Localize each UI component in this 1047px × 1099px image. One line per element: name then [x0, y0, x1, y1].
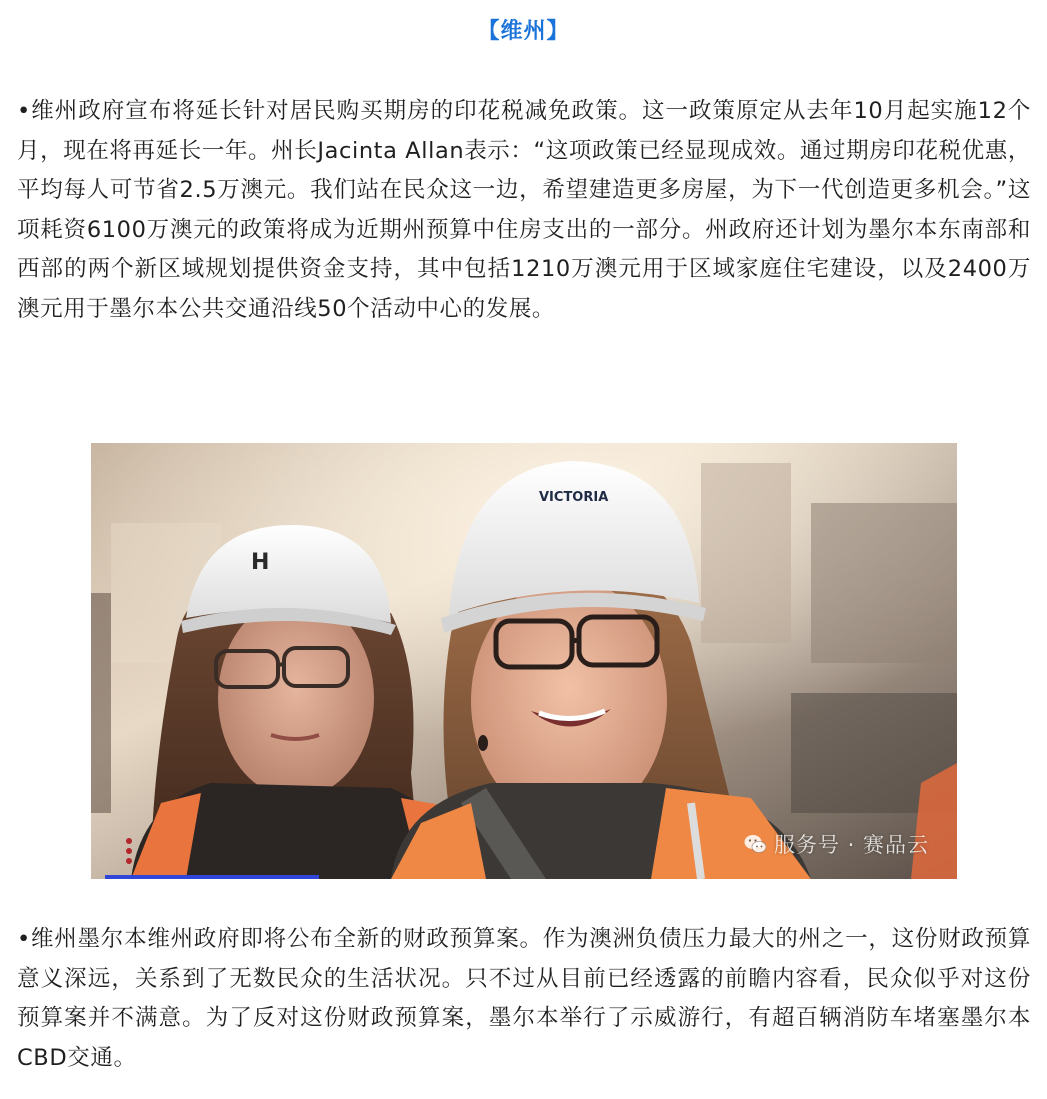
article-paragraph: •维州政府宣布将延长针对居民购买期房的印花税减免政策。这一政策原定从去年10月起实施12个月，现在将再延长一年。州长Jacinta Allan表示：“这项政策已经显现成效。通过期房印花税优惠，平均每人可节省2.5万澳元。我们站在民众这一边，希望建造更多房屋，为下一代创造更多机会。”这项耗资6100万澳元的政策将成为近期州预算中住房支出的一部分。州政府还计划为墨尔本东南部和西部的两个新区域规划提供资金支持，其中包括1210万澳元用于区域家庭住宅建设，以及2400万澳元用于墨尔本公共交通沿线50个活动中心的发展。	[17, 98, 1031, 322]
helmet-logo-left: H	[251, 550, 270, 575]
section-heading: 【维州】	[477, 19, 570, 44]
watermark-text: 服务号 · 赛品云	[773, 833, 929, 857]
news-photo	[91, 443, 957, 879]
helmet-logo-right: VICTORIA	[539, 490, 609, 505]
photo-illustration	[91, 443, 957, 879]
caption-strip	[105, 875, 319, 879]
watermark	[744, 829, 929, 859]
red-dots-overlay	[125, 837, 133, 865]
article-paragraph: •维州墨尔本维州政府即将公布全新的财政预算案。作为澳洲负债压力最大的州之一，这份财政预算意义深远，关系到了无数民众的生活状况。只不过从目前已经透露的前瞻内容看，民众似乎对这份预算案并不满意。为了反对这份财政预算案，墨尔本举行了示威游行，有超百辆消防车堵塞墨尔本CBD交通。	[17, 926, 1031, 1071]
wechat-icon	[744, 834, 766, 854]
